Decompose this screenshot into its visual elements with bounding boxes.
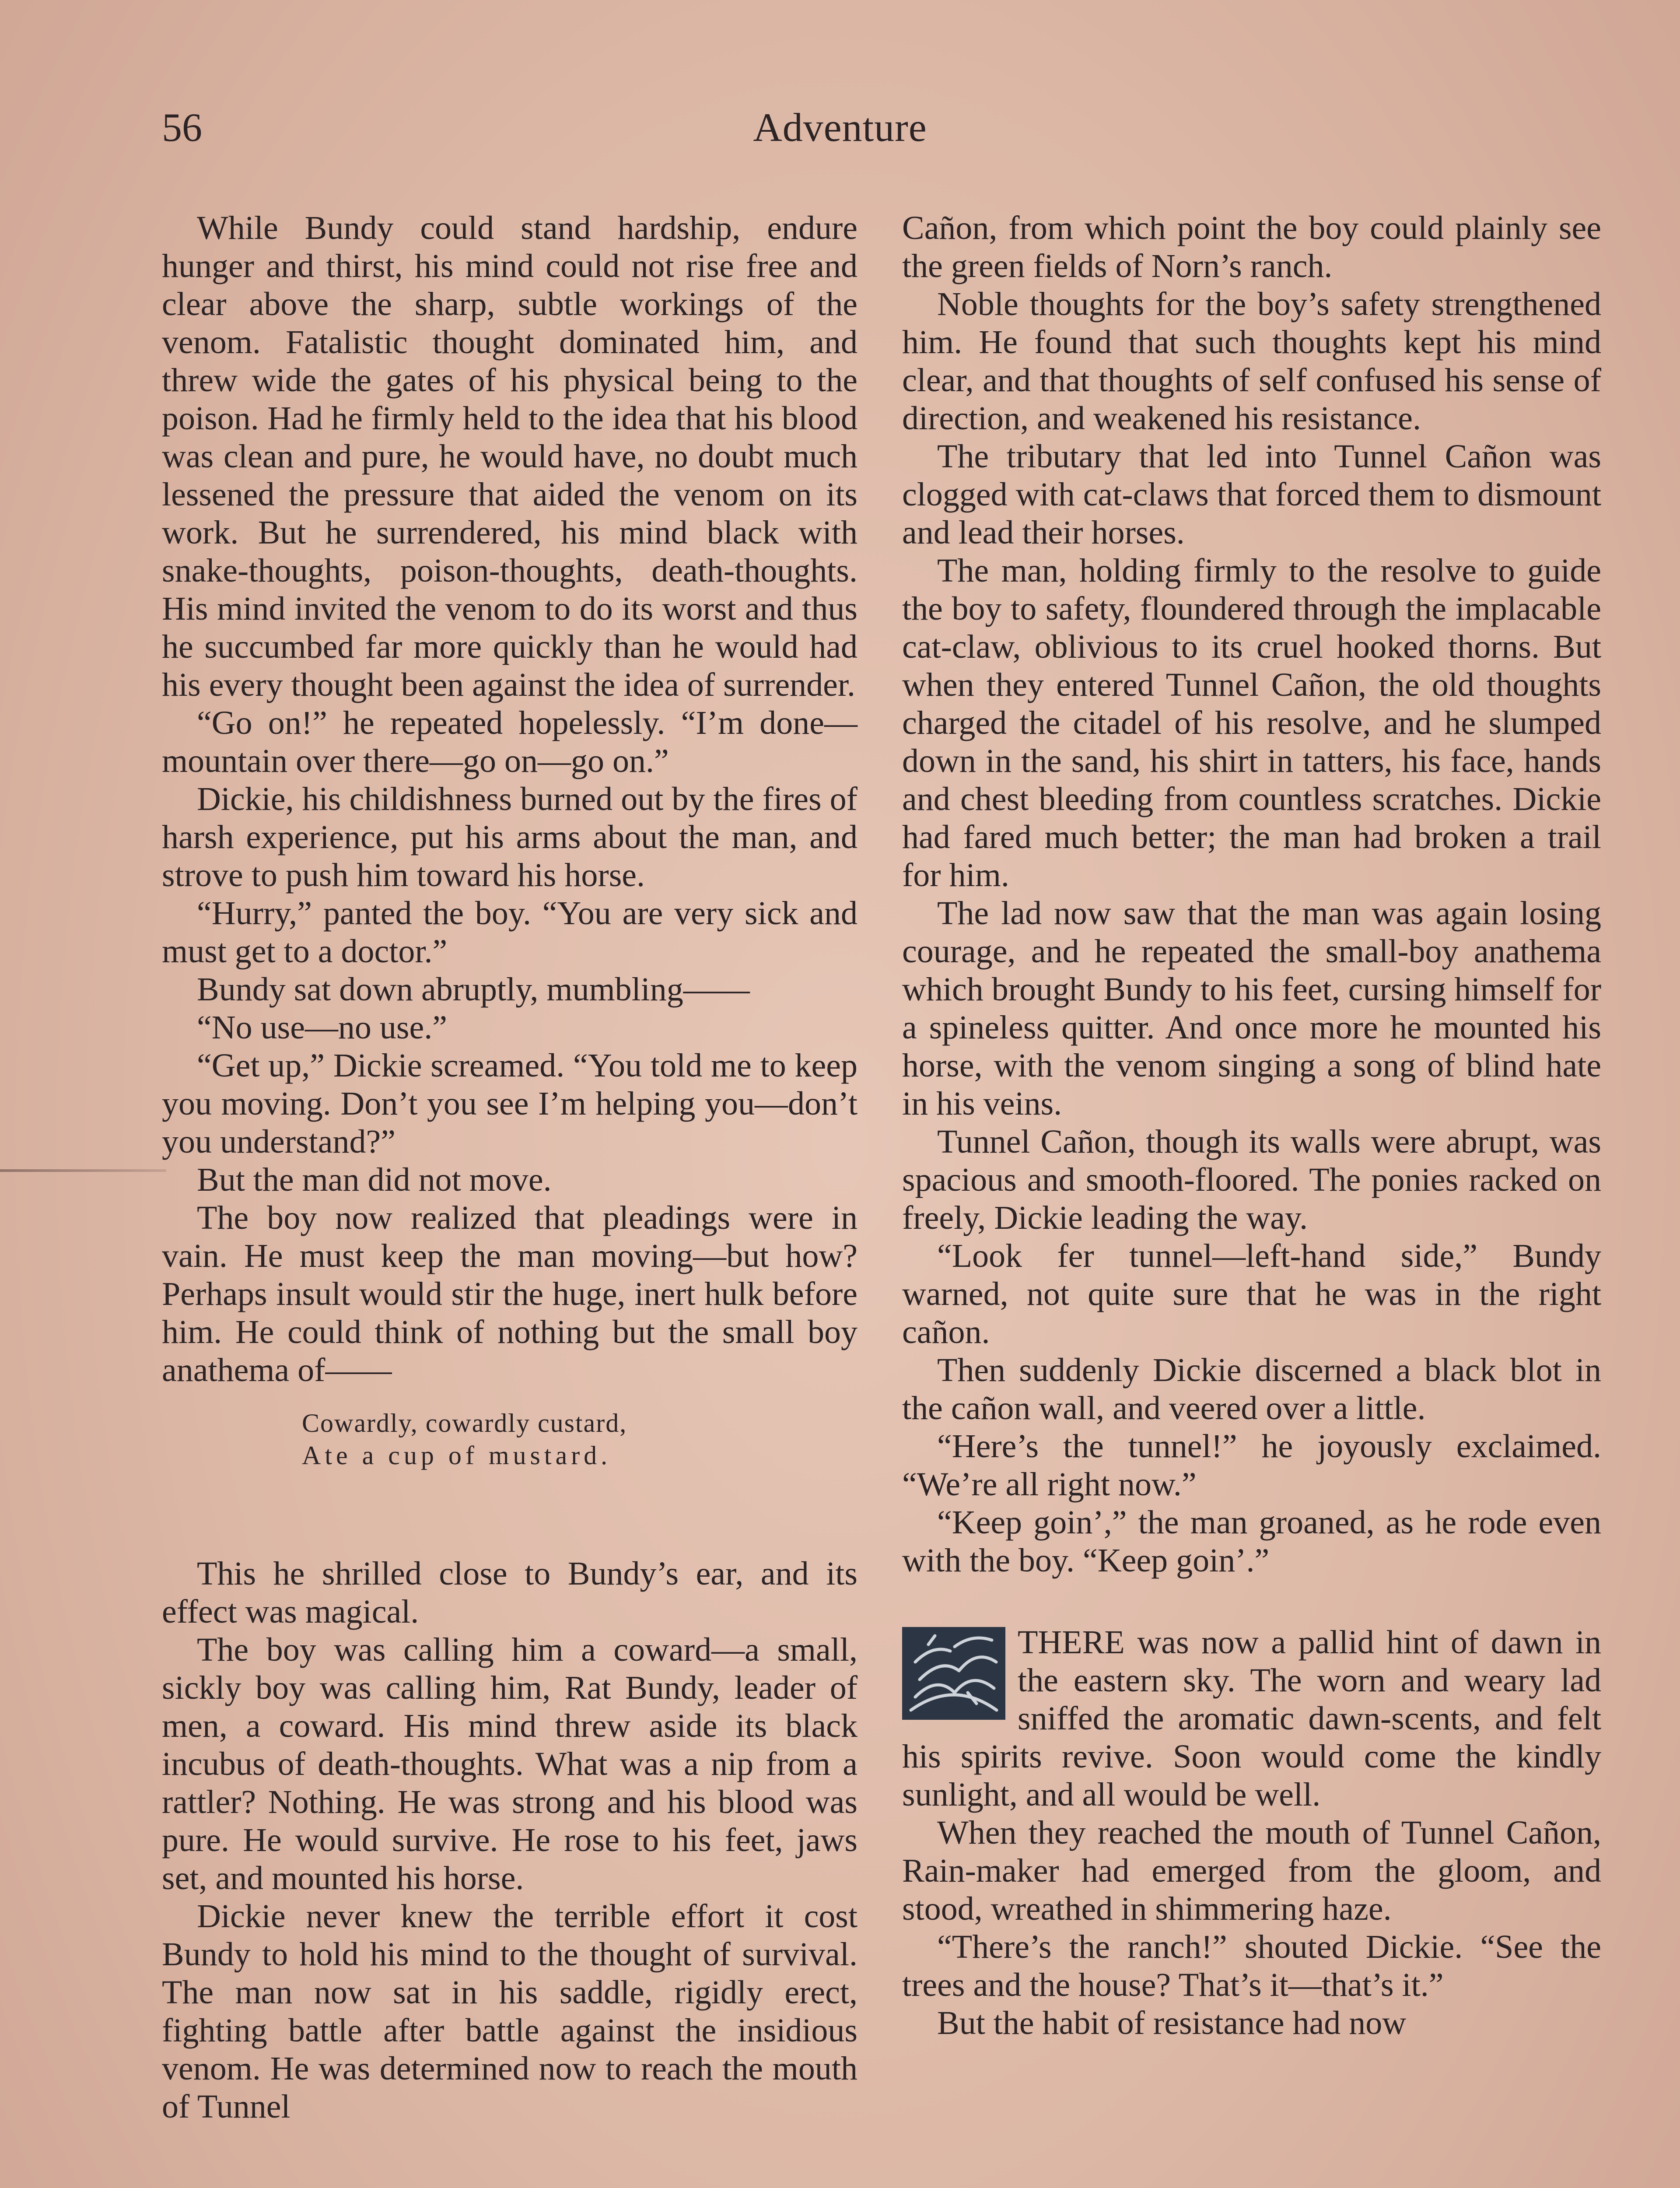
paragraph: Cañon, from which point the boy could plainly see the green fields of Norn’s ranch. [902, 210, 1601, 284]
paragraph: “Get up,” Dickie screamed. “You told me to keep you moving. Don’t you see I’m helping you—don’t you understand?” [162, 1047, 858, 1160]
paragraph: “Look fer tunnel—left-hand side,” Bundy warned, not quite sure that he was in the right cañon. [902, 1238, 1601, 1350]
verse-quote [302, 1407, 858, 1472]
running-head: Adventure [753, 105, 927, 150]
paragraph: Dickie never knew the terrible effort it cost Bundy to hold his mind to the thought of survival. The man now sat in his saddle, rigidly erect, fighting battle after battle against the insidious venom. He was determined now to reach the mouth of Tunnel [162, 1898, 858, 2125]
paragraph: “Hurry,” panted the boy. “You are very sick and must get to a doctor.” [162, 895, 858, 970]
verse-line: Ate a cup of mustard. [302, 1441, 612, 1470]
paragraph: Then suddenly Dickie discerned a black blot in the cañon wall, and veered over a little. [902, 1352, 1601, 1427]
paragraph: “No use—no use.” [197, 1009, 447, 1046]
paragraph: “Keep goin’,” the man groaned, as he rode even with the boy. “Keep goin’.” [902, 1504, 1601, 1579]
sunrise-ornament-icon [902, 1627, 1005, 1720]
right-column [902, 209, 1601, 2042]
paragraph: “There’s the ranch!” shouted Dickie. “See the trees and the house? That’s it—that’s it.” [902, 1929, 1601, 2003]
section-break [902, 1623, 1601, 1814]
paragraph: While Bundy could stand hardship, endure hunger and thirst, his mind could not rise free and clear above the sharp, subtle workings of the venom. Fatalistic thought dominated him, and threw wide the gates of his physical being to the poison. Had he firmly held to the idea that his blood was clean and pure, he would have, no doubt much lessened the pressure that aided the venom on its work. But he surrendered, his mind black with snake-thoughts, poison-thoughts, death-thoughts. His mind invited the venom to do its worst and thus he succumbed far more quickly than he would had his every thought been against the idea of surrender. [162, 210, 858, 703]
paragraph: “Here’s the tunnel!” he joyously exclaimed. “We’re all right now.” [902, 1428, 1601, 1503]
paragraph: Dickie, his childishness burned out by the fires of harsh experience, put his arms about the man, and strove to push him toward his horse. [162, 781, 858, 894]
paragraph: When they reached the mouth of Tunnel Cañon, Rain-maker had emerged from the gloom, and stood, wreathed in shimmering haze. [902, 1814, 1601, 1927]
paragraph: THERE was now a pallid hint of dawn in the eastern sky. The worn and weary lad sniffed the aromatic dawn-scents, and felt his spirits revive. Soon would come the kindly sunlight, and all would be well. [902, 1624, 1601, 1813]
paragraph: The man, holding firmly to the resolve to guide the boy to safety, floundered through the implacable cat-claw, oblivious to its cruel hooked thorns. But when they entered Tunnel Cañon, the old thoughts charged the citadel of his resolve, and he slumped down in the sand, his shirt in tatters, his face, hands and chest bleeding from countless scratches. Dickie had fared much better; the man had broken a trail for him. [902, 552, 1601, 894]
paragraph: The tributary that led into Tunnel Cañon was clogged with cat-claws that forced them to dismount and lead their horses. [902, 438, 1601, 551]
paragraph: Bundy sat down abruptly, mumbling—— [197, 971, 750, 1008]
page-number: 56 [162, 105, 202, 150]
paragraph: “Go on!” he repeated hopelessly. “I’m done—mountain over there—go on—go on.” [162, 705, 858, 779]
verse-line: Cowardly, cowardly custard, [302, 1409, 627, 1438]
paragraph: The boy was calling him a coward—a small, sickly boy was calling him, Rat Bundy, leader of men, a coward. His mind threw aside its black incubus of death-thoughts. What was a nip from a rattler? Nothing. He was strong and his blood was pure. He would survive. He rose to his feet, jaws set, and mounted his horse. [162, 1631, 858, 1897]
paragraph: But the man did not move. [197, 1161, 552, 1198]
paragraph: The lad now saw that the man was again losing courage, and he repeated the small-boy anathema which brought Bundy to his feet, cursing himself for a spineless quitter. And once more he mounted his horse, with the venom singing a song of blind hate in his veins. [902, 895, 1601, 1122]
paragraph: But the habit of resistance had now [937, 2005, 1407, 2041]
left-column [162, 209, 858, 2126]
paper-crease [0, 1169, 166, 1172]
paragraph: Noble thoughts for the boy’s safety strengthened him. He found that such thoughts kept his mind clear, and that thoughts of self confused his sense of direction, and weakened his resistance. [902, 286, 1601, 437]
paragraph: Tunnel Cañon, though its walls were abrupt, was spacious and smooth-floored. The ponies racked on freely, Dickie leading the way. [902, 1123, 1601, 1236]
paragraph: The boy now realized that pleadings were in vain. He must keep the man moving—but how? Perhaps insult would stir the huge, inert hulk before him. He could think of nothing but the small boy anathema of—— [162, 1199, 858, 1389]
paragraph: This he shrilled close to Bundy’s ear, and its effect was magical. [162, 1555, 858, 1630]
